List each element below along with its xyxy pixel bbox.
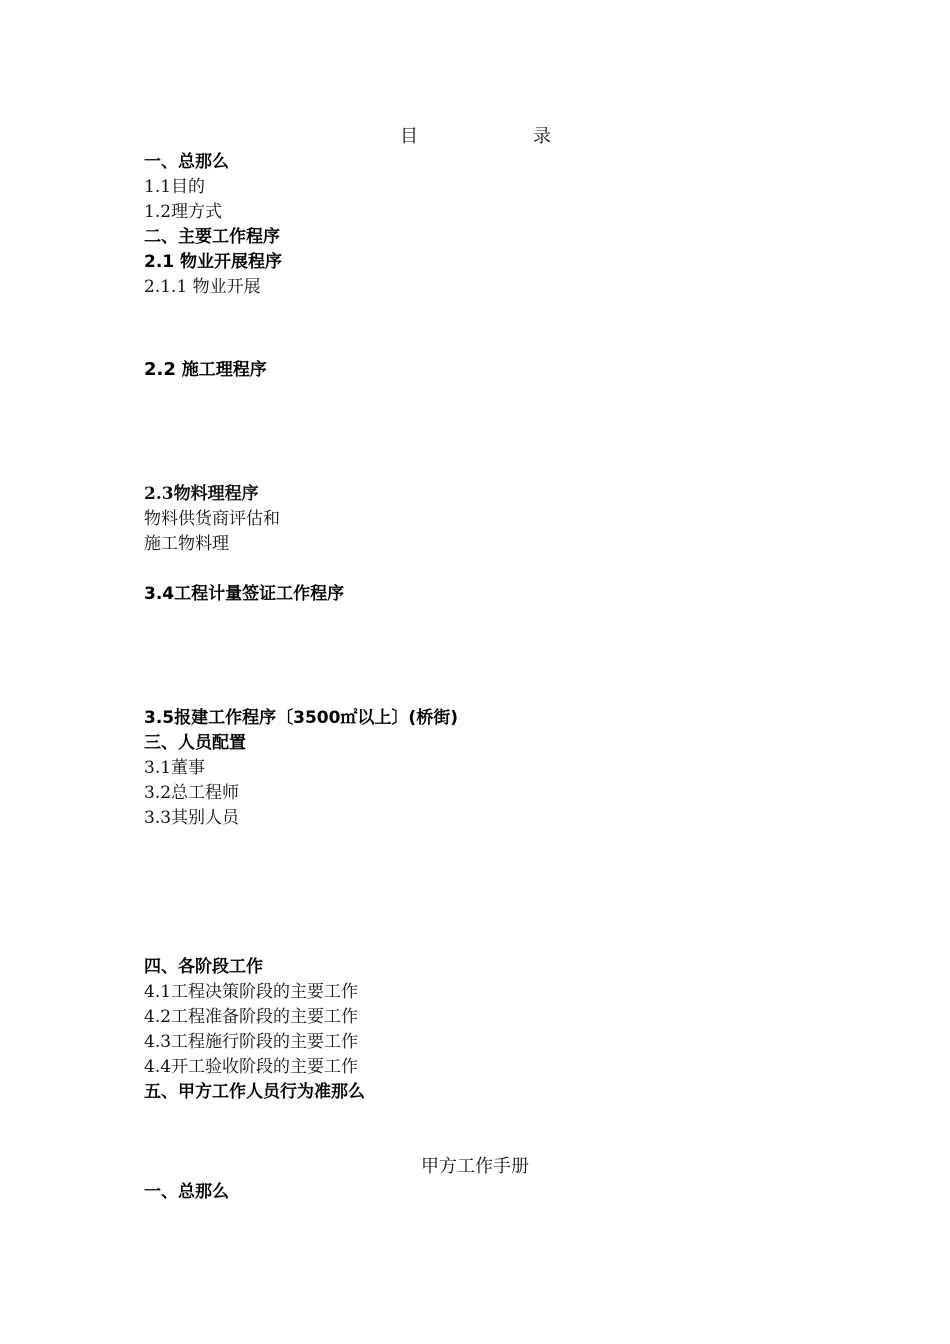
- toc-item-s1: 一、总那么: [144, 152, 229, 172]
- toc-item-s2-3: 2.3物料理程序: [144, 484, 259, 504]
- toc-item-s4-1: 4.1工程决策阶段的主要工作: [144, 982, 359, 1002]
- toc-item-s4-4: 4.4开工验收阶段的主要工作: [144, 1057, 359, 1077]
- toc-item-s4-3: 4.3工程施行阶段的主要工作: [144, 1032, 359, 1052]
- manual-section-1-heading: 一、总那么: [144, 1182, 229, 1202]
- toc-item-s1-2: 1.2理方式: [144, 202, 223, 222]
- toc-item-s2-2-number: 2.2: [144, 359, 176, 380]
- toc-item-s2: 二、主要工作程序: [144, 227, 280, 247]
- toc-title-right: 录: [533, 126, 551, 147]
- manual-title: 甲方工作手册: [421, 1156, 529, 1177]
- toc-item-s3: 三、人员配置: [144, 733, 246, 753]
- toc-item-s2-1: 2.1 物业开展程序: [144, 252, 283, 272]
- toc-item-s2-3-b: 施工物料理: [144, 534, 229, 554]
- toc-item-s3-2: 3.2总工程师: [144, 783, 240, 803]
- toc-item-s1-1: 1.1目的: [144, 177, 206, 197]
- toc-item-s3-4: 3.4工程计量签证工作程序: [144, 584, 345, 604]
- toc-item-s3-5: 3.5报建工作程序〔3500㎡以上〕(桥街): [144, 708, 458, 728]
- toc-item-s2-1-1: 2.1.1 物业开展: [144, 277, 261, 297]
- toc-item-s2-3-a: 物料供货商评估和: [144, 509, 280, 529]
- toc-item-s3-3: 3.3其别人员: [144, 808, 240, 828]
- toc-title-left: 目: [400, 126, 418, 147]
- toc-item-s2-2-text: 施工理程序: [175, 360, 267, 380]
- toc-item-s5: 五、甲方工作人员行为准那么: [144, 1082, 365, 1102]
- toc-item-s4: 四、各阶段工作: [144, 957, 263, 977]
- toc-item-s4-2: 4.2工程准备阶段的主要工作: [144, 1007, 359, 1027]
- toc-item-s2-2: [144, 359, 267, 381]
- toc-item-s3-1: 3.1董事: [144, 758, 206, 778]
